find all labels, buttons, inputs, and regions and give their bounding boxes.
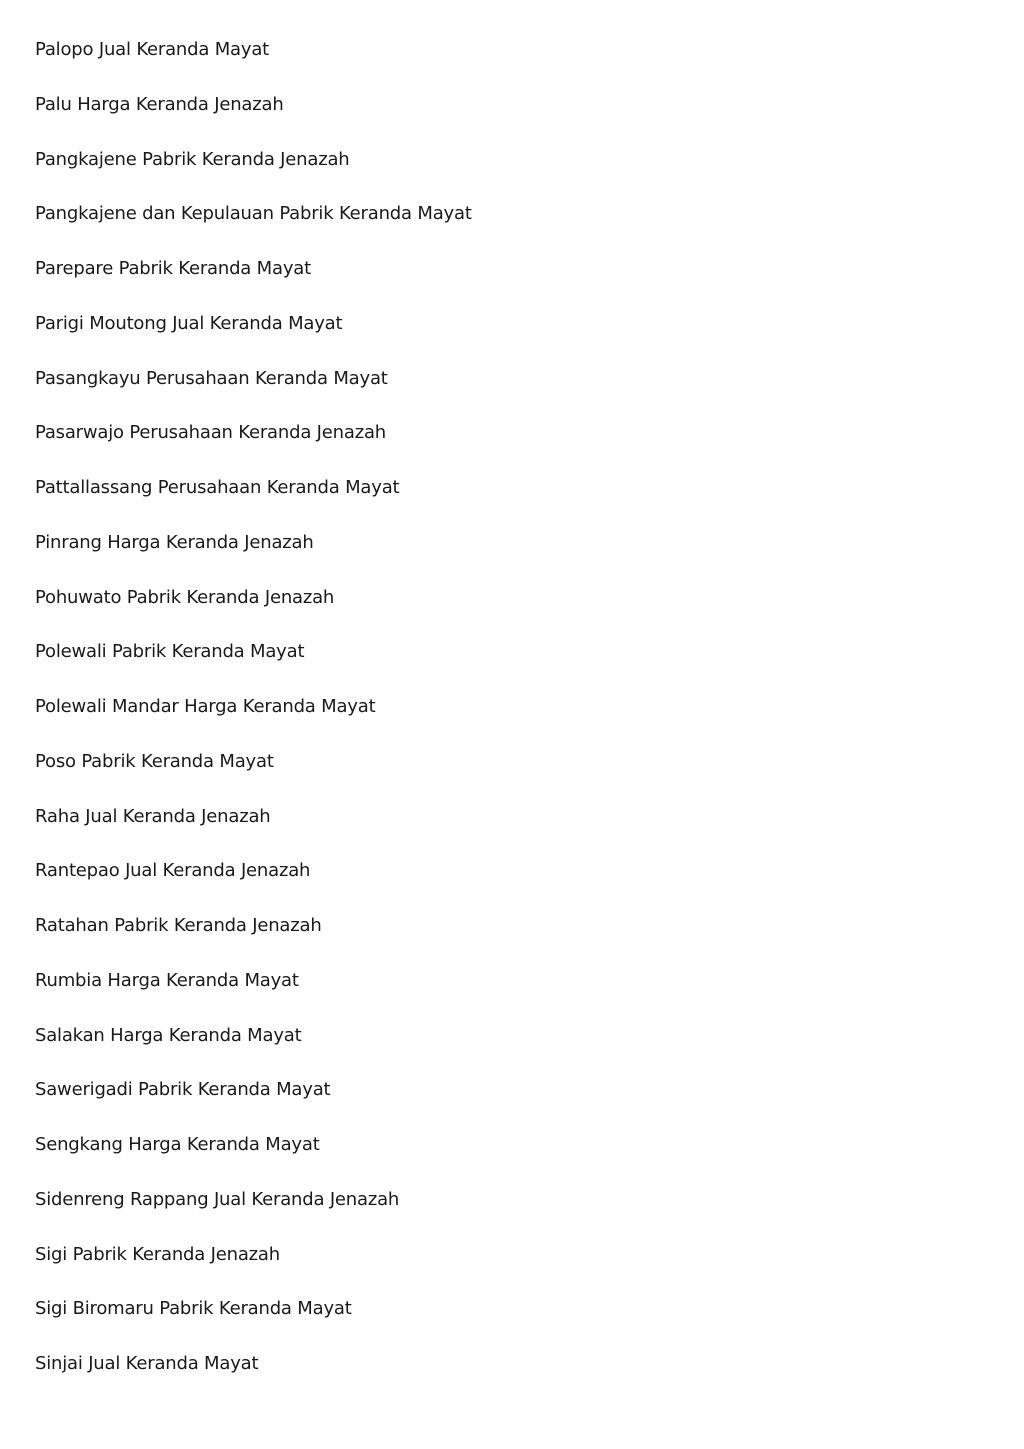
list-item: Pasarwajo Perusahaan Keranda Jenazah [35, 422, 386, 444]
entry-list [35, 36, 472, 1405]
list-item: Pattallassang Perusahaan Keranda Mayat [35, 477, 400, 498]
list-item: Pangkajene dan Kepulauan Pabrik Keranda Mayat [35, 203, 472, 225]
list-item: Polewali Pabrik Keranda Mayat [35, 641, 305, 663]
list-item: Pinrang Harga Keranda Jenazah [35, 531, 314, 553]
list-item: Salakan Harga Keranda Mayat [35, 1024, 302, 1046]
list-item: Ratahan Pabrik Keranda Jenazah [35, 915, 322, 936]
list-item: Raha Jual Keranda Jenazah [35, 805, 271, 827]
list-item: Pasangkayu Perusahaan Keranda Mayat [35, 367, 388, 389]
list-item: Sidenreng Rappang Jual Keranda Jenazah [35, 1188, 400, 1210]
list-item: Rumbia Harga Keranda Mayat [35, 969, 299, 991]
list-item: Parigi Moutong Jual Keranda Mayat [35, 312, 343, 334]
list-item: Sigi Biromaru Pabrik Keranda Mayat [35, 1298, 352, 1320]
list-item: Sawerigadi Pabrik Keranda Mayat [35, 1079, 331, 1101]
list-item: Parepare Pabrik Keranda Mayat [35, 258, 311, 279]
list-item: Pohuwato Pabrik Keranda Jenazah [35, 586, 335, 608]
list-item: Palopo Jual Keranda Mayat [35, 39, 270, 60]
list-item: Sengkang Harga Keranda Mayat [35, 1134, 320, 1155]
list-item: Poso Pabrik Keranda Mayat [35, 750, 274, 772]
list-item: Sigi Pabrik Keranda Jenazah [35, 1243, 280, 1265]
list-item: Sinjai Jual Keranda Mayat [35, 1353, 259, 1374]
list-item: Polewali Mandar Harga Keranda Mayat [35, 696, 376, 717]
list-item: Pangkajene Pabrik Keranda Jenazah [35, 148, 350, 170]
list-item: Rantepao Jual Keranda Jenazah [35, 860, 311, 882]
list-item: Palu Harga Keranda Jenazah [35, 93, 284, 115]
